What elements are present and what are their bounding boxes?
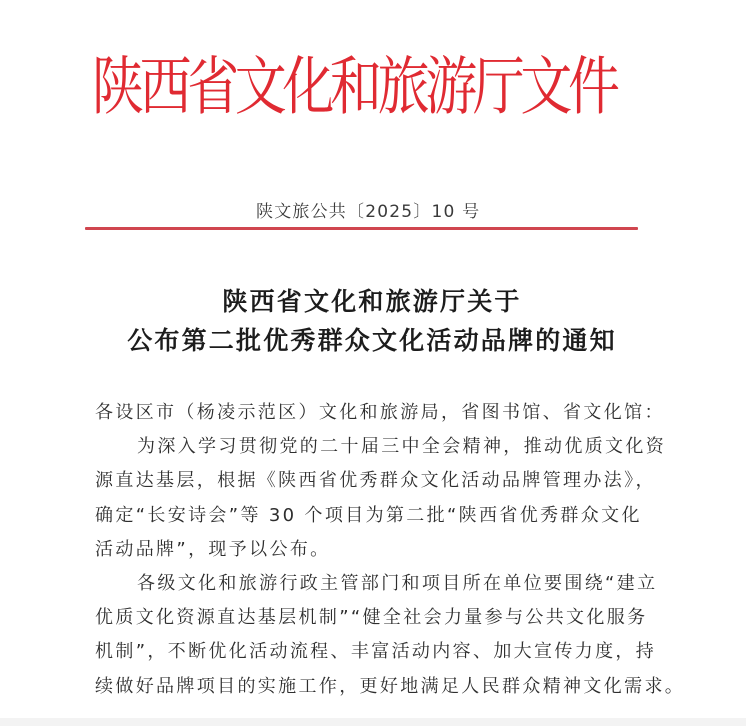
paragraph-2-line: 机制”，不断优化活动流程、丰富活动内容、加大宣传力度，持 (95, 641, 657, 663)
paragraph-2-line: 续做好品牌项目的实施工作，更好地满足人民群众精神文化需求。 (95, 675, 686, 697)
bottom-edge-strip (0, 718, 746, 726)
notice-title-line-2: 公布第二批优秀群众文化活动品牌的通知 (127, 326, 617, 355)
document-number: 陕文旅公共〔2025〕10 号 (256, 202, 481, 222)
paragraph-1-line: 确定“长安诗会”等 30 个项目为第二批“陕西省优秀群众文化 (95, 504, 642, 526)
paragraph-2-line: 优质文化资源直达基层机制”“健全社会力量参与公共文化服务 (95, 607, 648, 629)
notice-title-line-1: 陕西省文化和旅游厅关于 (222, 287, 522, 316)
paragraph-2-line: 各级文化和旅游行政主管部门和项目所在单位要围绕“建立 (137, 572, 658, 594)
paragraph-1-line: 为深入学习贯彻党的二十届三中全会精神，推动优质文化资 (137, 436, 667, 458)
masthead-title: 陕西省文化和旅游厅文件 (92, 51, 616, 125)
red-divider-rule (85, 227, 638, 230)
paragraph-1-line: 源直达基层，根据《陕西省优秀群众文化活动品牌管理办法》， (95, 470, 656, 492)
salutation: 各设区市（杨凌示范区）文化和旅游局，省图书馆、省文化馆： (95, 402, 665, 423)
notice-body (95, 396, 686, 704)
paragraph-1-line: 活动品牌”，现予以公布。 (95, 538, 331, 560)
